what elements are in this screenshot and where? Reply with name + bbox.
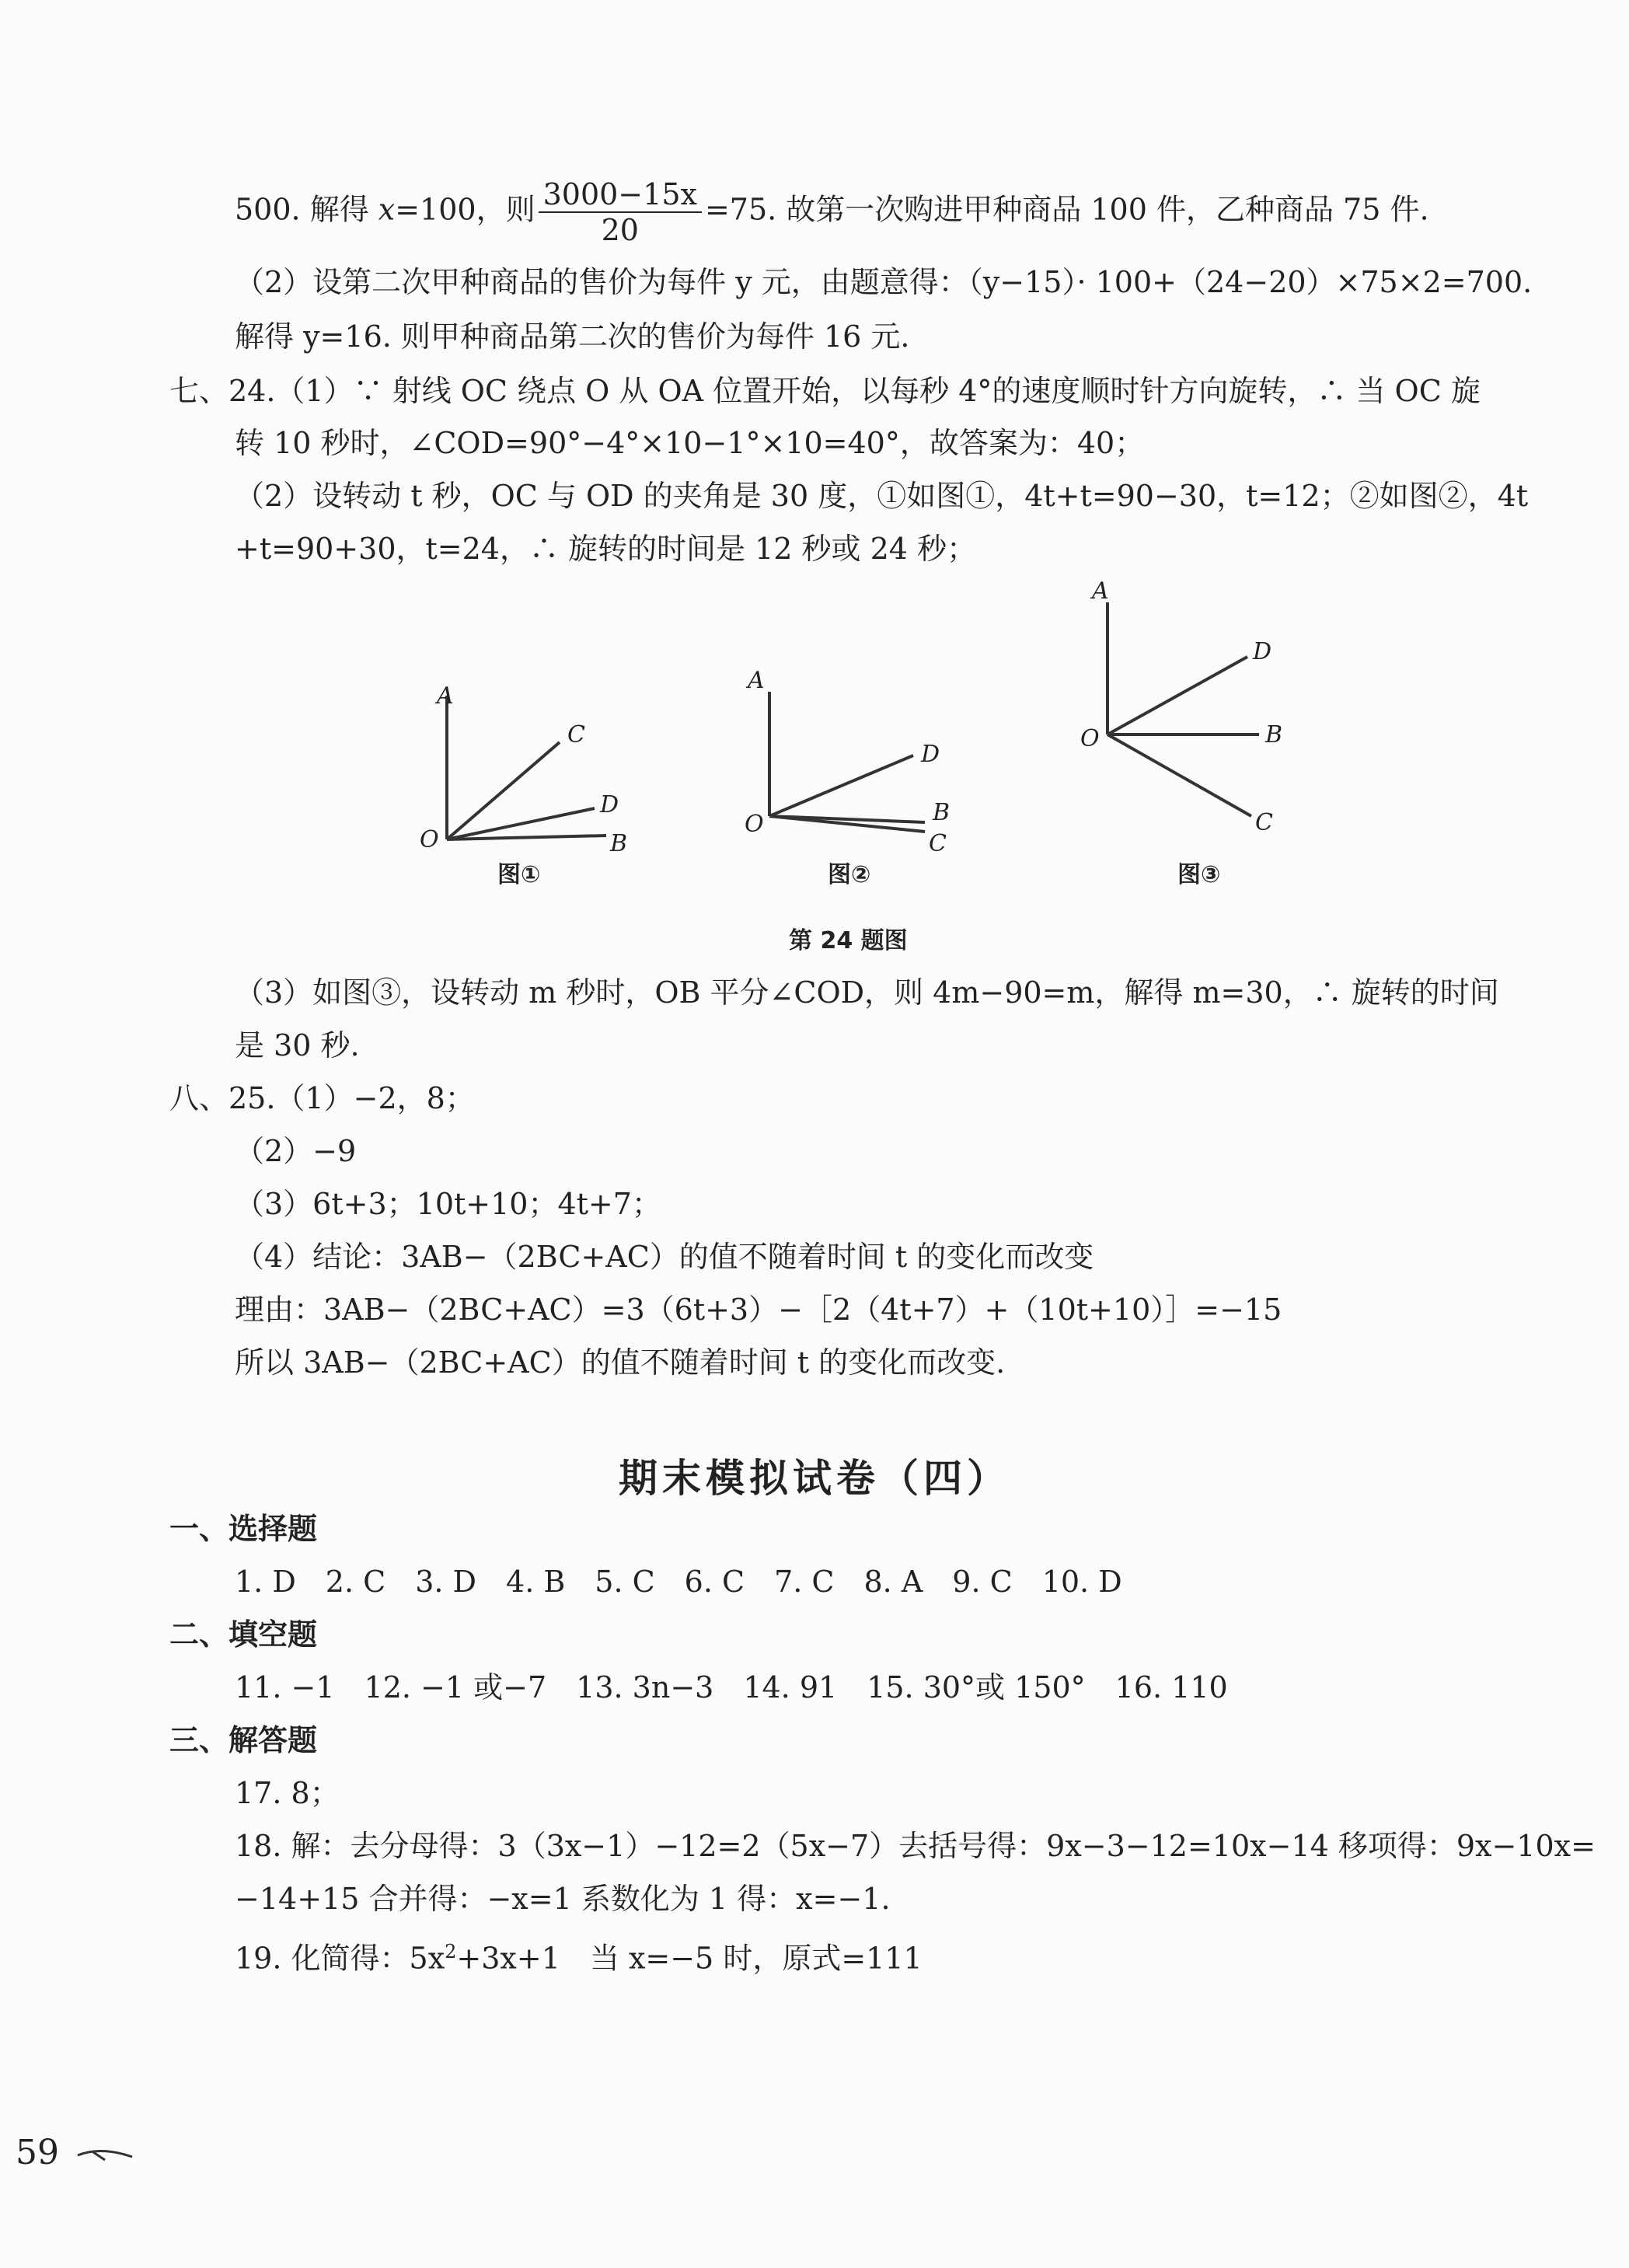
figure-1-caption: 图①: [497, 861, 541, 888]
answer-line: [235, 1931, 923, 1980]
answer-line: 18. 解：去分母得：3（3x−1）−12=2（5x−7）去括号得：9x−3−12=10x−14 移项得：9x−10x=: [235, 1829, 1596, 1863]
answer-line: 是 30 秒.: [235, 1028, 360, 1062]
answer-line: 1. D 2. C 3. D 4. B 5. C 6. C 7. C 8. A 9. C 10. D: [235, 1565, 1122, 1599]
section-heading: 一、选择题: [169, 1512, 318, 1546]
answer-line: 理由：3AB−（2BC+AC）=3（6t+3）−［2（4t+7）+（10t+10）］=−15: [235, 1293, 1282, 1327]
text: =75. 故第一次购进甲种商品 100 件，乙种商品 75 件.: [704, 192, 1429, 227]
label-O: O: [745, 811, 764, 838]
label-D: D: [1253, 638, 1272, 665]
figure-2: [745, 667, 950, 857]
figure-main-caption: 第 24 题图: [789, 927, 908, 954]
var-x: x: [378, 192, 396, 227]
label-D: D: [921, 741, 940, 768]
answer-line: （3）6t+3；10t+10；4t+7；: [235, 1187, 661, 1221]
label-B: B: [933, 799, 951, 826]
label-B: B: [610, 830, 628, 857]
label-A: A: [437, 682, 454, 710]
page-number: [16, 2133, 140, 2172]
text: +3x+1 当 x=−5 时，原式=111: [456, 1941, 923, 1976]
figure-1: [420, 682, 627, 857]
answer-line: −14+15 合并得：−x=1 系数化为 1 得：x=−1.: [235, 1882, 891, 1916]
label-B: B: [1265, 721, 1283, 748]
answer-line: 所以 3AB−（2BC+AC）的值不随着时间 t 的变化而改变.: [235, 1345, 1006, 1380]
figure-3: [1080, 577, 1282, 836]
answer-line: 17. 8；: [235, 1776, 340, 1810]
label-C: C: [567, 721, 585, 748]
text: 500. 解得: [235, 192, 378, 227]
answer-line: （4）结论：3AB−（2BC+AC）的值不随着时间 t 的变化而改变: [235, 1240, 1094, 1274]
label-C: C: [929, 830, 947, 857]
text: 19. 化简得：5x: [235, 1941, 445, 1976]
text: =100，则: [395, 192, 535, 227]
answer-line: 转 10 秒时，∠COD=90°−4°×10−1°×10=40°，故答案为：40；: [235, 426, 1145, 460]
label-A: A: [748, 667, 765, 694]
answer-line: （2）设转动 t 秒，OC 与 OD 的夹角是 30 度，①如图①，4t+t=90−30，t=12；②如图②，4t: [235, 479, 1529, 513]
answer-line: 七、24.（1）∵ 射线 OC 绕点 O 从 OA 位置开始，以每秒 4°的速度顺时针方向旋转，∴ 当 OC 旋: [169, 374, 1481, 408]
answer-line: +t=90+30，t=24，∴ 旋转的时间是 12 秒或 24 秒；: [235, 532, 977, 566]
section-heading: 二、填空题: [169, 1617, 318, 1652]
answer-line: （2）−9: [235, 1134, 357, 1168]
exam-title: 期末模拟试卷（四）: [619, 1455, 1010, 1501]
answer-line: （3）如图③，设转动 m 秒时，OB 平分∠COD，则 4m−90=m，解得 m=30，∴ 旋转的时间: [235, 975, 1499, 1010]
page-corner-mark-icon: [70, 2140, 140, 2171]
figure-24: [0, 0, 1629, 964]
label-A: A: [1092, 577, 1109, 605]
numerator: 3000−15x: [539, 177, 702, 213]
denominator: 20: [601, 213, 639, 247]
answer-line: （2）设第二次甲种商品的售价为每件 y 元，由题意得：（y−15）· 100+（24−20）×75×2=700.: [235, 265, 1533, 299]
label-O: O: [1080, 725, 1100, 752]
label-C: C: [1255, 809, 1273, 836]
figure-3-caption: 图③: [1177, 861, 1221, 888]
label-D: D: [600, 791, 619, 818]
exponent: 2: [445, 1941, 457, 1963]
answer-line: 解得 y=16. 则甲种商品第二次的售价为每件 16 元.: [235, 319, 910, 354]
label-O: O: [420, 826, 439, 853]
section-heading: 三、解答题: [169, 1723, 318, 1757]
page-number-text: 59: [16, 2133, 59, 2172]
answer-line: 八、25.（1）−2，8；: [169, 1081, 475, 1115]
answer-line: 11. −1 12. −1 或−7 13. 3n−3 14. 91 15. 30°或 150° 16. 110: [235, 1670, 1228, 1704]
figure-2-caption: 图②: [828, 861, 871, 888]
